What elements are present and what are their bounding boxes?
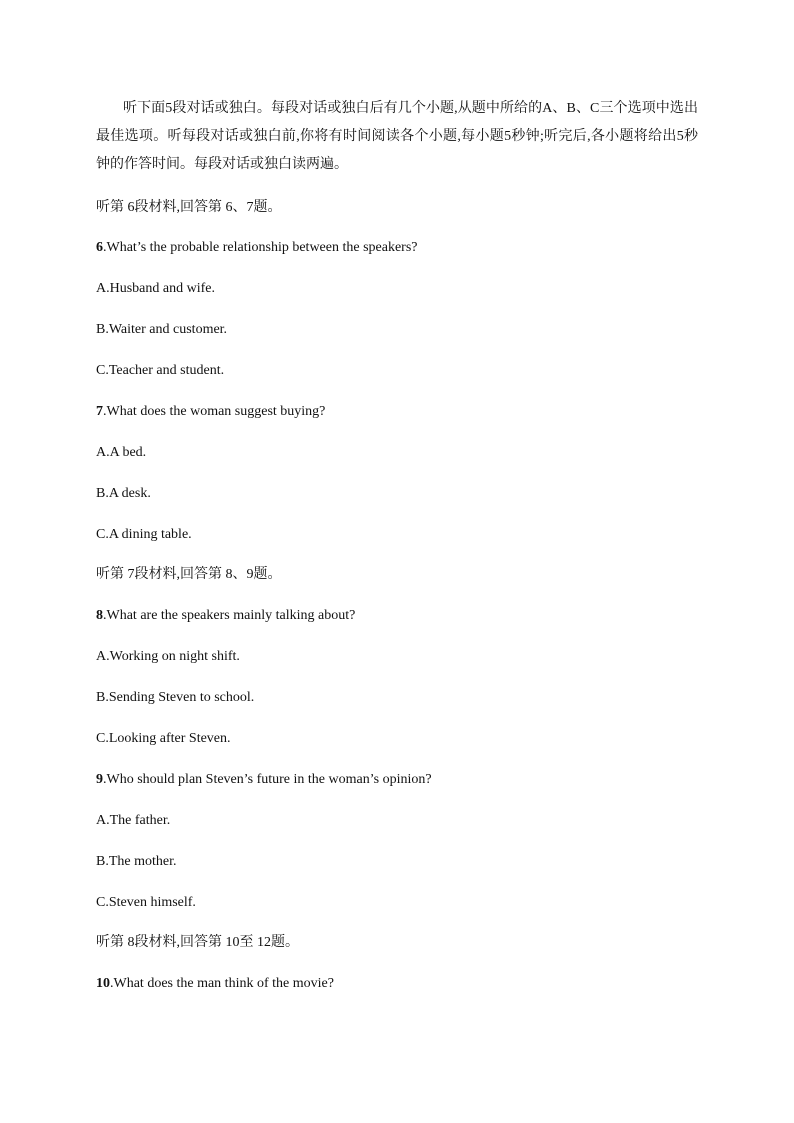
question-text: .What are the speakers mainly talking about? bbox=[103, 608, 356, 623]
question-number: 9 bbox=[96, 772, 103, 787]
option-8-c: C.Looking after Steven. bbox=[96, 731, 231, 746]
question-9 bbox=[96, 770, 432, 790]
question-text: .What does the man think of the movie? bbox=[110, 976, 334, 991]
question-6 bbox=[96, 238, 418, 258]
option-7-b: B.A desk. bbox=[96, 486, 151, 501]
question-8 bbox=[96, 606, 355, 626]
question-text: .What does the woman suggest buying? bbox=[103, 404, 326, 419]
section-heading: 听第 6段材料,回答第 6、7题。 bbox=[96, 200, 282, 215]
option-9-c: C.Steven himself. bbox=[96, 895, 196, 910]
question-number: 6 bbox=[96, 240, 103, 255]
option-7-a: A.A bed. bbox=[96, 445, 147, 460]
option-6-b: B.Waiter and customer. bbox=[96, 322, 228, 337]
section-heading: 听第 8段材料,回答第 10至 12题。 bbox=[96, 935, 299, 950]
option-7-c: C.A dining table. bbox=[96, 527, 192, 542]
option-8-a: A.Working on night shift. bbox=[96, 649, 240, 664]
question-text: .What’s the probable relationship between the speakers? bbox=[103, 240, 418, 255]
option-9-b: B.The mother. bbox=[96, 854, 177, 869]
question-text: .Who should plan Steven’s future in the woman’s opinion? bbox=[103, 772, 432, 787]
instructions-paragraph: 听下面5段对话或独白。每段对话或独白后有几个小题,从题中所给的A、B、C三个选项中选出最佳选项。听每段对话或独白前,你将有时间阅读各个小题,每小题5秒钟;听完后,各小题将给出5秒钟的作答时间。每段对话或独白读两遍。 bbox=[96, 101, 698, 172]
section-heading: 听第 7段材料,回答第 8、9题。 bbox=[96, 567, 282, 582]
question-7 bbox=[96, 402, 325, 422]
option-8-b: B.Sending Steven to school. bbox=[96, 690, 255, 705]
option-9-a: A.The father. bbox=[96, 813, 171, 828]
question-number: 10 bbox=[96, 976, 110, 991]
option-6-c: C.Teacher and student. bbox=[96, 363, 225, 378]
question-number: 7 bbox=[96, 404, 103, 419]
question-10 bbox=[96, 974, 334, 994]
option-6-a: A.Husband and wife. bbox=[96, 281, 215, 296]
question-number: 8 bbox=[96, 608, 103, 623]
